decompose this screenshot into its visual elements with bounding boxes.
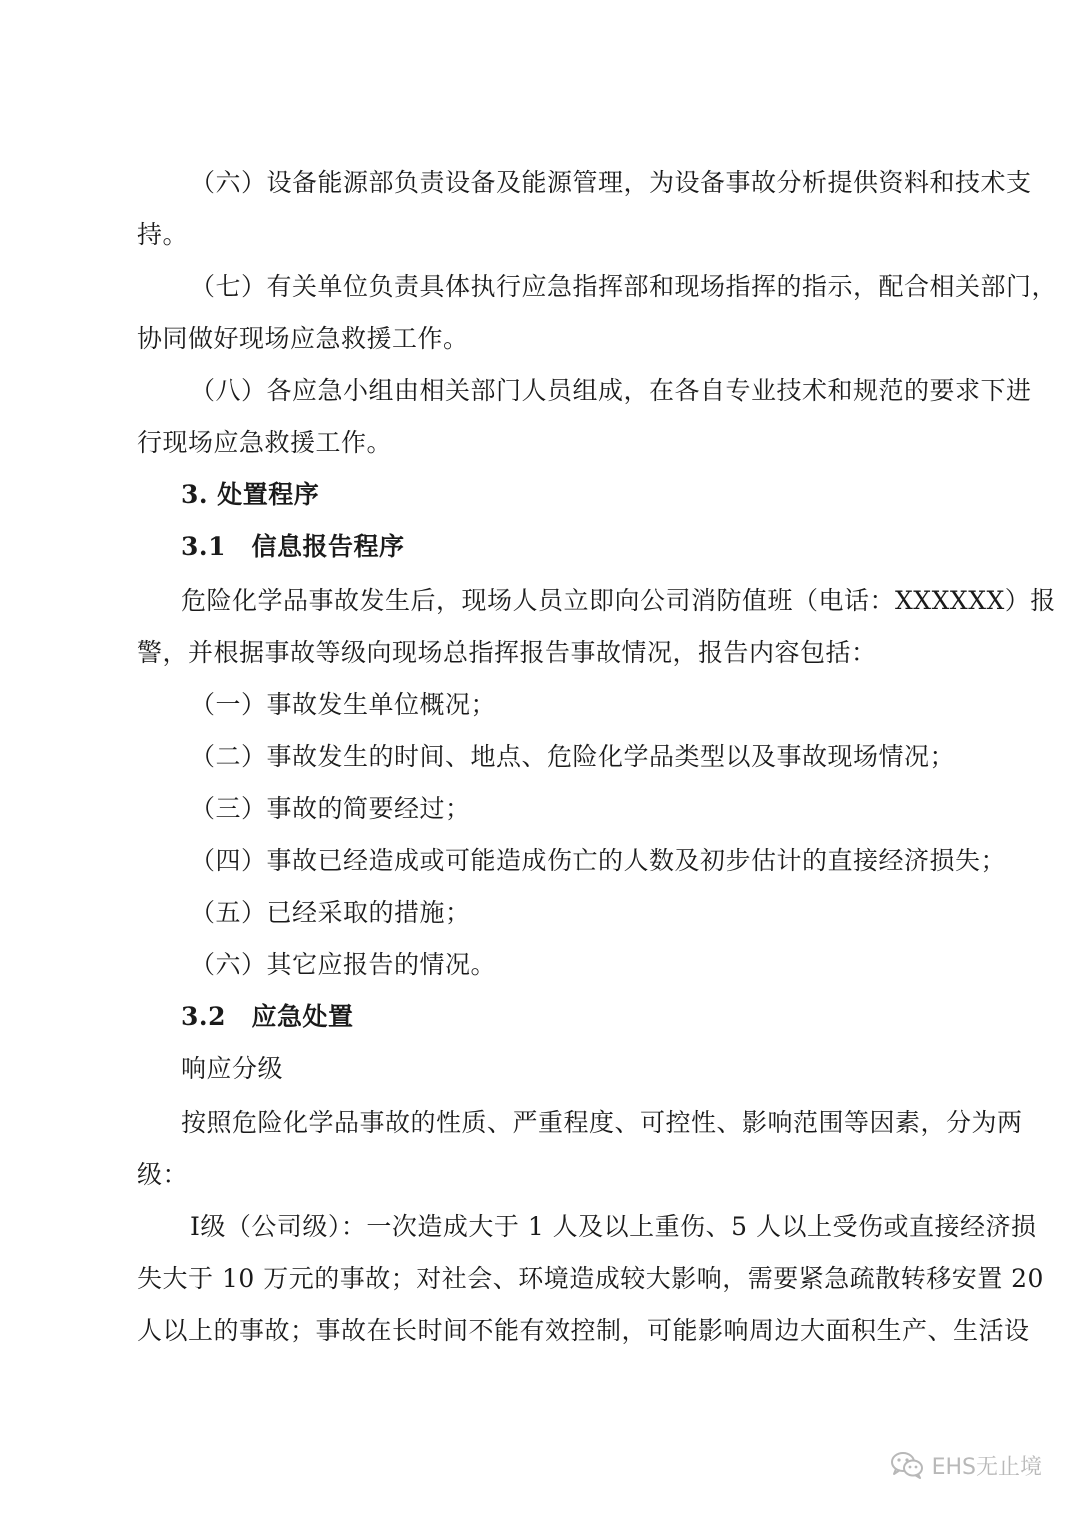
watermark-text: EHS无止境: [931, 1454, 1042, 1480]
paragraph-line: 失大于 10 万元的事故；对社会、环境造成较大影响，需要紧急疏散转移安置 20: [137, 1264, 1044, 1293]
paragraph-line: 按照危险化学品事故的性质、严重程度、可控性、影响范围等因素，分为两: [181, 1108, 1023, 1137]
paragraph-line: Ⅰ级（公司级）：一次造成大于 1 人及以上重伤、5 人以上受伤或直接经济损: [190, 1212, 1037, 1241]
paragraph-line: 协同做好现场应急救援工作。: [137, 324, 469, 353]
paragraph-line: 危险化学品事故发生后，现场人员立即向公司消防值班（电话：XXXXXX）报: [181, 586, 1056, 615]
paragraph-line: 级：: [137, 1160, 189, 1189]
paragraph-line: 持。: [137, 220, 189, 249]
list-item: （一）事故发生单位概况；: [190, 690, 497, 719]
paragraph-line: 警，并根据事故等级向现场总指挥报告事故情况，报告内容包括：: [137, 638, 877, 667]
paragraph-line: （八）各应急小组由相关部门人员组成，在各自专业技术和规范的要求下进: [190, 376, 1032, 405]
paragraph-line: （七）有关单位负责具体执行应急指挥部和现场指挥的指示，配合相关部门，: [190, 272, 1058, 301]
subsection-heading: 3.1 信息报告程序: [181, 532, 405, 561]
paragraph-line: 行现场应急救援工作。: [137, 428, 393, 457]
paragraph-line: 人以上的事故；事故在长时间不能有效控制，可能影响周边大面积生产、生活设: [137, 1316, 1030, 1345]
paragraph-line: 响应分级: [181, 1054, 284, 1083]
paragraph-line: （六）设备能源部负责设备及能源管理，为设备事故分析提供资料和技术支: [190, 168, 1032, 197]
list-item: （四）事故已经造成或可能造成伤亡的人数及初步估计的直接经济损失；: [190, 846, 1007, 875]
subsection-heading: 3.2 应急处置: [181, 1002, 354, 1031]
wechat-icon: [890, 1451, 924, 1479]
list-item: （五）已经采取的措施；: [190, 898, 471, 927]
list-item: （三）事故的简要经过；: [190, 794, 471, 823]
watermark: [890, 1445, 1042, 1485]
list-item: （二）事故发生的时间、地点、危险化学品类型以及事故现场情况；: [190, 742, 956, 771]
list-item: （六）其它应报告的情况。: [190, 950, 497, 979]
section-heading: 3. 处置程序: [181, 480, 320, 509]
